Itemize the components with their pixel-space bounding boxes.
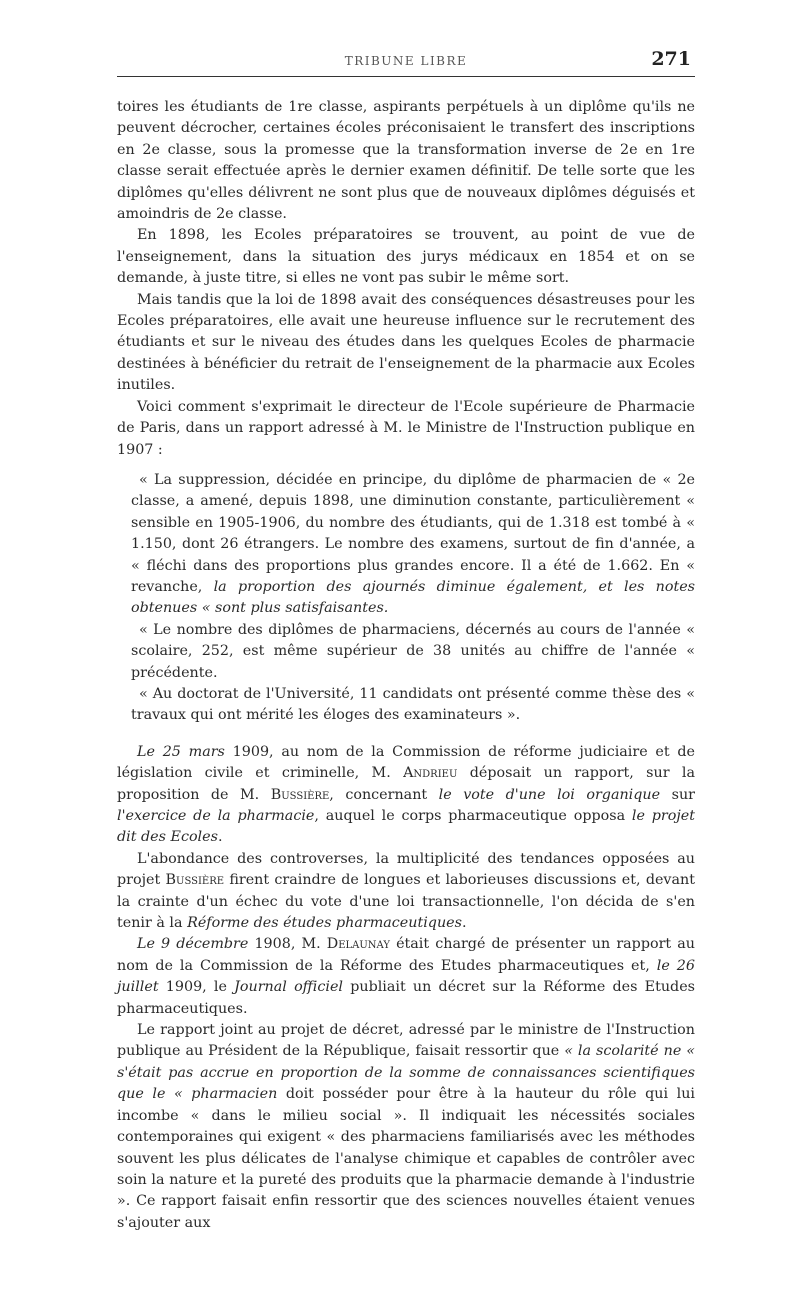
text-run: 1908, M. — [248, 936, 327, 953]
text-run: était chargé de présenter un rapport au nom de la Commission de la Réforme des Etudes pharmaceutiques et, — [117, 936, 695, 974]
italic-text: Réforme des études pharmaceutiques — [187, 915, 462, 932]
text-run: déposait un rapport, sur la proposition de M. — [117, 765, 695, 803]
person-name: Andrieu — [403, 765, 458, 782]
paragraph — [117, 849, 695, 935]
header-rule — [117, 76, 695, 77]
text-run: , auquel le corps pharmaceutique opposa — [314, 808, 632, 824]
italic-text: Journal officiel — [234, 979, 343, 996]
italic-text: l'exercice de la pharmacie — [117, 808, 315, 824]
paragraph: Mais tandis que la loi de 1898 avait des conséquences désastreuses pour les Ecoles préparatoires, elle avait une heureuse influence sur le recrutement des étudiants et sur le niveau des études dans les quelques Ecoles de pharmacie destinées à bénéficier du retrait de l'enseignement de la pharmacie aux Ecoles inutiles. — [117, 291, 695, 394]
italic-date: Le 9 décembre — [137, 936, 249, 953]
text-run: doit posséder pour être à la hauteur du rôle qui lui incombe « dans le milieu social ». Il indiquait les nécessités sociales contemporaines qui exigent « des pharmaciens familiarisés avec les méthodes souvent les plus délicates de l'analyse chimique et capables de contrôler avec soin la nature et la pureté des produits que la pharmacie demande à l'industrie ». Ce rapport faisait enfin ressortir que des sciences nouvelles étaient venues s'ajouter aux — [117, 1086, 695, 1231]
quote-paragraph — [117, 470, 695, 620]
body-text — [117, 97, 695, 1234]
page-header — [117, 48, 695, 74]
text-run: L'abondance des controverses, la multiplicité des tendances opposées au projet — [117, 850, 695, 889]
italic-date: Le 25 mars — [137, 743, 225, 760]
text-run: 1909, au nom de la Commission de réforme judiciaire et de législation civile et criminelle, M. — [117, 743, 695, 782]
quote-italic-text: la proportion des ajournés diminue également, et les notes obtenues « sont plus satisfaisantes. — [131, 578, 696, 617]
italic-date: le 26 juillet — [117, 957, 695, 996]
person-name: Bussière — [270, 786, 330, 803]
person-name: Bussière — [165, 872, 225, 889]
quote-paragraph: « Le nombre des diplômes de pharmaciens, décernés au cours de l'année « scolaire, 252, est même supérieur de 38 unités au chiffre de l'année « précédente. — [131, 621, 695, 681]
italic-text: « la scolarité ne « s'était pas accrue en proportion de la somme de connaissances scientifiques que le « pharmacien — [117, 1043, 695, 1103]
text-run: . — [217, 829, 223, 846]
text-run: Le rapport joint au projet de décret, adressé par le ministre de l'Instruction publique au Président de la République, faisait ressortir que — [117, 1022, 695, 1060]
paragraph: En 1898, les Ecoles préparatoires se trouvent, au point de vue de l'enseignement, dans la situation des jurys médicaux en 1854 et on se demande, à juste titre, si elles ne vont pas subir le même sort. — [117, 227, 695, 287]
person-name: Delaunay — [326, 936, 390, 953]
quote-text: « La suppression, décidée en principe, du diplôme de pharmacien de « 2e classe, a amené, depuis 1898, une diminution constante, particulièrement « sensible en 1905-1906, du nombre des étudiants, qui de 1.318 est tombé à « 1.150, dont 26 étrangers. Le nombre des examens, surtout de fin d'année, a « fléchi dans des proportions plus grandes encore. Il a été de 1.662. En « revanche, — [131, 471, 695, 595]
page-number: 271 — [651, 48, 691, 70]
italic-text: le vote d'une loi organique — [438, 786, 661, 803]
text-run: publiait un décret sur la Réforme des Etudes pharmaceutiques. — [117, 979, 695, 1017]
paragraph: Voici comment s'exprimait le directeur de l'Ecole supérieure de Pharmacie de Paris, dans un rapport adressé à M. le Ministre de l'Instruction publique en 1907 : — [117, 398, 695, 458]
text-run: sur — [660, 786, 695, 803]
text-run: , concernant — [329, 786, 439, 803]
quote-paragraph: « Au doctorat de l'Université, 11 candidats ont présenté comme thèse des « travaux qui ont mérité les éloges des examinateurs ». — [131, 685, 695, 724]
document-page — [117, 48, 695, 1234]
text-run: 1909, le — [158, 979, 235, 996]
paragraph — [117, 1020, 695, 1234]
text-run: firent craindre de longues et laborieuses discussions et, devant la crainte d'un échec du vote d'une loi transactionnelle, l'on décida de s'en tenir à la — [117, 872, 695, 932]
paragraph — [117, 742, 695, 849]
italic-text: le projet dit des Ecoles — [117, 808, 695, 846]
paragraph: toires les étudiants de 1re classe, aspirants perpétuels à un diplôme qu'ils ne peuvent décrocher, certaines écoles préconisaient le transfert des inscriptions en 2e classe, sous la promesse que la transformation inverse de 2e en 1re classe serait effectuée après le dernier examen définitif. De telle sorte que les diplômes qu'elles délivrent ne sont plus que de nouveaux diplômes déguisés et amoindris de 2e classe. — [117, 99, 695, 223]
paragraph — [117, 934, 695, 1020]
running-title: TRIBUNE LIBRE — [344, 54, 468, 68]
block-quote — [117, 470, 695, 727]
text-run: . — [461, 915, 467, 932]
